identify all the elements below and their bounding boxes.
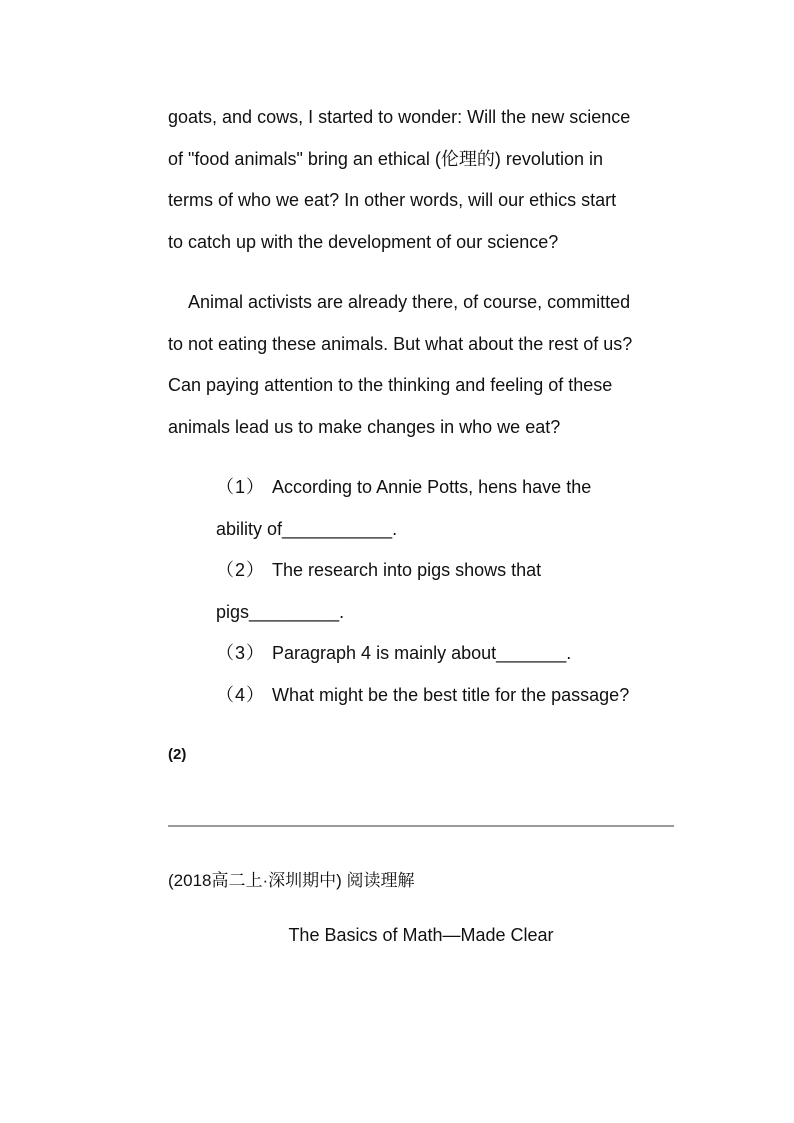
section-divider — [168, 825, 674, 827]
paragraph-continuation — [168, 97, 688, 263]
text-line: to not eating these animals. But what about the rest of us? — [168, 333, 633, 354]
question-list — [216, 467, 686, 716]
text-line: Animal activists are already there, of course, committed — [188, 292, 631, 312]
question-3 — [216, 633, 686, 675]
text-line: terms of who we eat? In other words, will our ethics start — [168, 190, 617, 210]
question-number: （1） — [216, 477, 266, 497]
question-2-continuation: pigs_________. — [216, 601, 345, 622]
text-line: Can paying attention to the thinking and feeling of these — [168, 375, 613, 395]
article-title: The Basics of Math—Made Clear — [288, 925, 554, 945]
question-number: （3） — [216, 643, 266, 663]
question-1 — [216, 467, 686, 509]
paragraph-activists — [168, 282, 688, 448]
text-line: animals lead us to make changes in who we eat? — [168, 416, 561, 437]
question-text: Paragraph 4 is mainly about_______. — [272, 643, 572, 663]
text-line: of "food animals" bring an ethical (伦理的) revolution in — [168, 148, 603, 169]
question-4 — [216, 675, 686, 717]
question-1-continuation: ability of___________. — [216, 518, 398, 539]
text-line: to catch up with the development of our science? — [168, 231, 559, 252]
question-2 — [216, 550, 686, 592]
section-label: (2) — [168, 746, 187, 763]
text-line: goats, and cows, I started to wonder: Will the new science — [168, 107, 631, 127]
source-citation: (2018高二上·深圳期中) 阅读理解 — [168, 871, 415, 890]
question-text: The research into pigs shows that — [272, 560, 542, 580]
question-number: （4） — [216, 684, 266, 705]
question-text: What might be the best title for the passage? — [272, 684, 630, 705]
question-text: According to Annie Potts, hens have the — [272, 477, 592, 497]
question-number: （2） — [216, 560, 266, 580]
